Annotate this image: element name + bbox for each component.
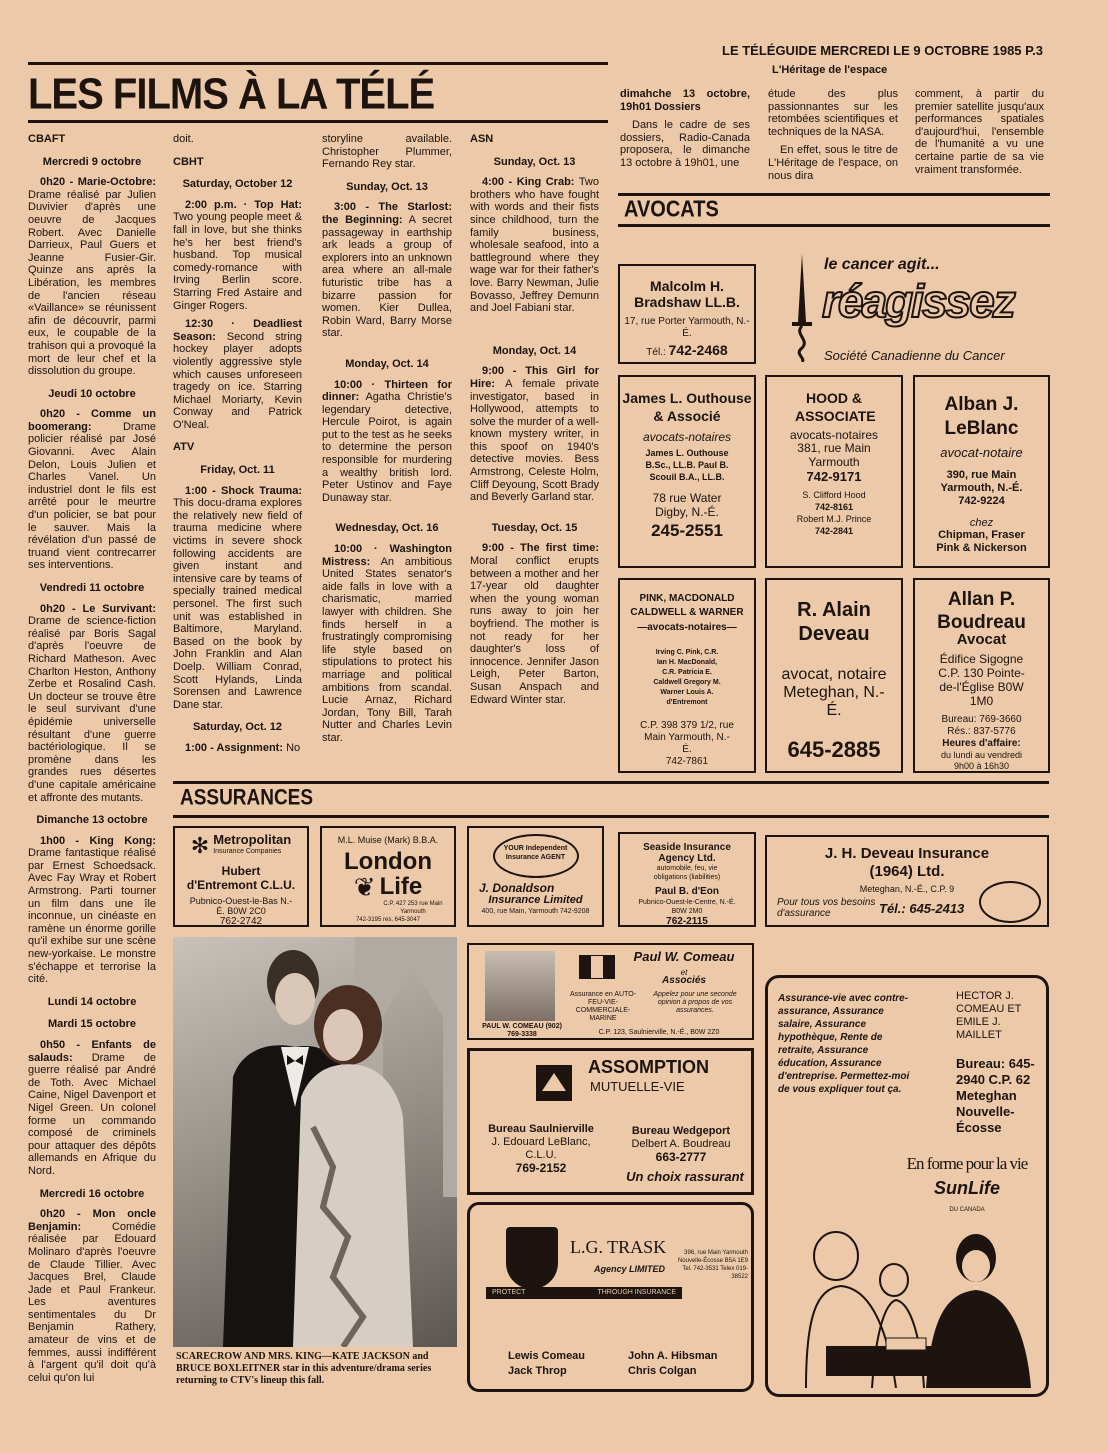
- listing-entry: 9:00 - This Girl for Hire: A female private investigator, based in Hollywood, attempts to solve the murder of a well-known mystery writer, in this spoof on 1940's detective movies. Bess Armstrong, Celeste Holm, Cliff Deyoung, Scott Brady and Beverly Garland star.: [470, 365, 600, 504]
- day-heading: Mardi 15 octobre: [47, 1018, 137, 1031]
- day-heading: Friday, Oct. 11: [200, 464, 275, 477]
- listing-entry: 9:00 - The first time: Moral conflict erupts between a mother and her 17-year old daughter when the young woman runs away to join her boyfriend. The mother is not ready for her daughter's loss of innocence. Jennifer Jason Leigh, Peter Barton, Susan Anspach and Edward Winter star.: [470, 542, 599, 706]
- heritage-col-3: comment, à partir du premier satellite jusqu'aux performances spatiales d'aujourd'hui, l'ensemble de l'humanité a vu une certaine partie de sa vie vraiment transformée.: [915, 88, 1044, 176]
- ad-alain-deveau: R. Alain Deveau avocat, notaire Meteghan, N.-É. 645-2885: [765, 578, 903, 773]
- station-name: CBHT: [173, 155, 204, 168]
- listing-entry: 3:00 - The Starlost: the Beginning: A secret passageway in earthship ark leads a group of explorers into an unknown area where an all-male futuristic tribe has a bizarre passion for women. Kier Dullea, Robin Ward, Barry Morse star.: [322, 201, 452, 340]
- listing-entry: 1:00 - Assignment: No: [185, 741, 301, 754]
- acadian-flag-icon: [579, 955, 615, 979]
- listing-entry: 1:00 - Shock Trauma: This docu-drama explores the relatively new field of trauma medicine where victims in severe shock following accidents are given instant and intensive care by teams of specially trained medical personel. The first such unit was established in Baltimore, Maryland. Based on the book by John Franklin and Alan Doelp. William Conrad, Scott Hylands, Linda Sorensen and Lawrence Dane star.: [173, 484, 302, 711]
- day-heading: Wednesday, Oct. 16: [335, 522, 439, 535]
- listing-column-4: [470, 133, 599, 712]
- sword-icon: [790, 252, 814, 362]
- photo-caption: SCARECROW AND MRS. KING—KATE JACKSON and BRUCE BOXLEITNER star in this adventure/drama series returning to CTV's lineup this fall.: [176, 1351, 432, 1386]
- ad-pink-macdonald: PINK, MACDONALD CALDWELL & WARNER —avocats-notaires— Irving C. Pink, C.R. Ian H. MacDonald, C.R. Patricia E. Caldwell Gregory M. Warner Louis A. d'Entremont C.P. 398 379 1/2, rue Main Yarmouth, N.-É. 742-7861: [618, 578, 756, 773]
- ad-paul-comeau: PAUL W. COMEAU (902) 769-3338 Paul W. Comeau et Associés Assurance en AUTO-FEU-VIE-COMMERCIALE-MARINE Appelez pour une seconde opinion à propos de vos assurances. C.P. 123, Saulnierville, N.-É., B0W 2Z0: [467, 943, 754, 1040]
- heritage-heading: L'Héritage de l'espace: [772, 64, 888, 76]
- listing-entry: 0h20 - Mon oncle Benjamin: Comédie réalisée par Edouard Molinaro d'après l'oeuvre de Claude Tillier. Avec Jacques Brel, Claude Jade et Paul Frankeur. Les aventures sentimentales du Dr Benjamin Rathery, amateur de vins et de femmes, aussi indifférent à l'argent qu'il doit qu'à celui qu'on lui: [28, 1208, 156, 1384]
- ad-metropolitan: ✻ Metropolitan Insurance Companies Hubert d'Entremont C.L.U. Pubnico-Ouest-le-Bas N.-É. B0W 2C0 762-2742: [173, 826, 309, 927]
- paul-comeau-portrait: [485, 951, 555, 1021]
- ad-malcolm-bradshaw: Malcolm H. Bradshaw LL.B. 17, rue Porter Yarmouth, N.-É. Tél.: 742-2468: [618, 264, 756, 364]
- independent-agent-badge: [979, 881, 1041, 923]
- ad-alban-leblanc: Alban J. LeBlanc avocat-notaire 390, rue Main Yarmouth, N.-É. 742-9224 chez Chipman, Fraser Pink & Nickerson: [913, 375, 1050, 568]
- listing-entry: 4:00 - King Crab: Two brothers who have fought with words and their fists since childhood, turn the family business, wholesale seafood, into a battleground where they wage war for their father's love. Barry Newman, Julie Bovasso, Jeffrey Demunn and Joel Fabiani star.: [470, 176, 599, 315]
- listing-entry: 1h00 - King Kong: Drame fantastique réalisé par Ernest Schoedsack. Avec Fay Wray et Robert Armstrong. Parti tourner un film dans une île inconnue, un cinéaste en ramène un énorme gorille qu'il exhibe sur une scène new-yorkaise. Le monstre s'échappe et terrorise la cité.: [28, 834, 156, 986]
- ad-jh-deveau: J. H. Deveau Insurance (1964) Ltd. Meteghan, N.-É., C.P. 9 Pour tous vos besoins d'assurance Tél.: 645-2413: [765, 835, 1049, 927]
- listing-column-2: [173, 133, 302, 761]
- assurances-rule-bottom: [173, 815, 1049, 818]
- ad-lg-trask: L.G. TRASK Agency LIMITED 396, rue Main Yarmouth Nouvelle-Écosse B5A 1E9 Tel. 742-3531 Telex 019-38522 PROTECT THROUGH INSURANCE Lewis Comeau Jack Throp John A. Hibsman Chris Colgan: [467, 1202, 754, 1392]
- title-rule: [28, 120, 608, 123]
- tv-show-photo: [173, 937, 457, 1347]
- day-heading: Lundi 14 octobre: [47, 995, 137, 1008]
- ad-donaldson: YOUR Independent Insurance AGENT J. Donaldson Insurance Limited 400, rue Main, Yarmouth 742-9208: [467, 826, 604, 927]
- heritage-col-2: étude des plus passionnantes sur les retombées scientifiques et techniques de la NASA. En effet, sous le titre de L'Héritage de l'espace, on nous dira: [768, 88, 898, 182]
- listing-entry: 12:30 · Deadliest Season: Second string hockey player adopts violently aggressive style which causes unforeseen tragedy on ice. Starring Michael Moriarty, Kevin Conway and Patrick O'Neal.: [173, 318, 302, 431]
- listing-entry: 10:00 · Washington Mistress: An ambitious United States senator's aide falls in love with a charismatic, married lawyer with children. She finds herself in a frustratingly compromising life style based on stipulations to protect his marriage and political ambitions from scandal. Lucie Arnaz, Richard Jordan, Tony Bill, Tarah Nutter and Charles Levin star.: [322, 543, 452, 744]
- day-heading: Saturday, October 12: [182, 178, 293, 191]
- protect-banner: PROTECT THROUGH INSURANCE: [486, 1287, 682, 1299]
- independent-agent-badge: YOUR Independent Insurance AGENT: [493, 834, 579, 878]
- ad-sunlife: Assurance-vie avec contre-assurance, Assurance salaire, Assurance hypothèque, Rente de retraite, Assurance éducation, Assurance d'entreprise. Permettez-moi de vous expliquer tout ça. HECTOR J. COMEAU ET EMILE J. MAILLET Bureau: 645-2940 C.P. 62 Meteghan Nouvelle-Écosse En forme pour la vie SunLife DU CANADA: [765, 975, 1049, 1397]
- day-heading: Mercredi 9 octobre: [42, 155, 142, 168]
- maple-leaf-icon: ❦: [353, 872, 376, 902]
- ad-allan-boudreau: Allan P. Boudreau Avocat Édifice Sigogne C.P. 130 Pointe-de-l'Église B0W 1M0 Bureau: 769-3660 Rés.: 837-5776 Heures d'affaire: du lundi au vendredi 9h00 à 16h30: [913, 578, 1050, 773]
- ad-outhouse: James L. Outhouse & Associé avocats-notaires James L. Outhouse B.Sc., LL.B. Paul B. Scouil B.A., LL.B. 78 rue Water Digby, N.-É. 245-2551: [618, 375, 756, 568]
- day-heading: Vendredi 11 octobre: [39, 582, 145, 594]
- sunlife-illustration: [786, 1218, 1036, 1388]
- ad-london-life: M.L. Muise (Mark) B.B.A. London ❦ Life C.P. 427 253 rue Main Yarmouth 742-3195 res. 645-3047: [320, 826, 456, 927]
- assomption-logo-icon: [536, 1065, 572, 1101]
- ad-seaside: Seaside Insurance Agency Ltd. automobile, feu, vie obligations (liabilities) Paul B. d'Eon Pubnico-Ouest-le-Centre, N.-É. B0W 2M0 762-2115: [618, 832, 756, 927]
- station-name: ATV: [173, 441, 195, 454]
- ad-hood-associate: HOOD & ASSOCIATE avocats-notaires 381, rue Main Yarmouth 742-9171 S. Clifford Hood 742-8161 Robert M.J. Prince 742-2841: [765, 375, 903, 568]
- day-heading: Monday, Oct. 14: [345, 357, 429, 370]
- lion-shield-icon: [506, 1227, 558, 1289]
- assurances-heading: ASSURANCES: [180, 786, 314, 811]
- day-heading: Dimanche 13 octobre: [36, 814, 148, 827]
- day-heading: Sunday, Oct. 13: [346, 180, 428, 193]
- listing-entry: 0h20 - Comme un boomerang: Drame policier réalisé par José Giovanni. Avec Alain Delon, Louis Julien et Charles Vanel. Un industriel dont le fils est arrêté pour le meurtre d'un policier, se bat pour le sauver. Mais la révélation d'un passé de truand vient contrecarrer ses interventions.: [28, 408, 156, 572]
- day-heading: Sunday, Oct. 13: [493, 155, 576, 168]
- day-heading: Saturday, Oct. 12: [192, 721, 283, 734]
- day-heading: Mercredi 16 octobre: [39, 1187, 145, 1200]
- header-rule: [28, 62, 608, 65]
- listing-column-1: [28, 133, 156, 1390]
- metropolitan-logo-icon: ✻: [190, 833, 210, 858]
- page-title: LES FILMS À LA TÉLÉ: [28, 70, 435, 119]
- listing-entry: 0h20 - Le Survivant: Drame de science-fiction réalisé par Boris Sagal d'après l'oeuvre de Richard Matheson. Avec Charlton Heston, Anthony Zerbe et Rosalind Cash. Un docteur se trouve être le seul survivant d'une épidémie universelle résultant d'une guerre bactériologique. Il se promène dans les grandes rues désertes d'une capitale américaine et affronte des mutants.: [28, 602, 156, 804]
- avocats-heading: AVOCATS: [624, 197, 719, 223]
- day-heading: Monday, Oct. 14: [492, 344, 577, 357]
- listing-column-3: [322, 133, 452, 751]
- station-name: ASN: [470, 133, 494, 145]
- continued-text: storyline available. Christopher Plummer, Fernando Rey star.: [322, 133, 452, 171]
- assurances-rule-top: [173, 781, 1049, 784]
- ad-assomption: ASSOMPTION MUTUELLE-VIE Bureau Saulnierville J. Edouard LeBlanc, C.L.U. 769-2152 Bureau Wedgeport Delbert A. Boudreau 663-2777 Un choix rassurant: [467, 1048, 754, 1195]
- couple-photo-image: [173, 937, 457, 1347]
- avocats-rule-top: [618, 193, 1050, 196]
- listing-entry: 0h20 - Marie-Octobre: Drame réalisé par Julien Duvivier d'après une oeuvre de Jacques Robert. Avec Danielle Darrieux, Paul Guers et Jeanne Fusier-Gir. Quinze ans après la Libération, les membres de l'ancien réseau «Vaillance» se réunissent afin de découvrir, parmi eux, le coupable de la trahison qui a provoqué la mort de leur chef et la dissolution du groupe.: [28, 176, 156, 378]
- ad-cancer-society: le cancer agit... réagissez Société Canadienne du Cancer: [790, 252, 1020, 366]
- heritage-col-1: dimahche 13 octobre, 19h01 Dossiers Dans le cadre de ses dossiers, Radio-Canada proposera, le dimanche 13 octobre à 19h01, une: [620, 88, 750, 169]
- listing-entry: 10:00 · Thirteen for dinner: Agatha Christie's legendary detective, Hercule Poirot, is again put to the test as he seeks to determine the person responsible for murdering a wealthy british lord. Peter Ustinov and Faye Dunaway star.: [322, 378, 453, 504]
- listing-entry: 2:00 p.m. · Top Hat: Two young people meet & fall in love, but she thinks he's her best friend's husband. Top musical comedy-romance with Irving Berlin score. Starring Fred Astaire and Ginger Rogers.: [173, 198, 302, 312]
- issue-line: LE TÉLÉGUIDE MERCREDI LE 9 OCTOBRE 1985 P.3: [722, 43, 1043, 58]
- day-heading: Tuesday, Oct. 15: [491, 521, 578, 534]
- station-name: CBAFT: [28, 133, 66, 145]
- listing-entry: 0h50 - Enfants de salauds: Drame de guerre réalisé par André de Toth. Avec Michael Caine, Nigel Davenport et Nigel Green. Un colonel forme un commando composé de criminels pour attaquer des dépôts allemands en Afrique du Nord.: [28, 1039, 156, 1177]
- day-heading: Jeudi 10 octobre: [48, 387, 136, 400]
- continued-text: doit.: [173, 133, 194, 145]
- avocats-rule-bottom: [618, 224, 1050, 227]
